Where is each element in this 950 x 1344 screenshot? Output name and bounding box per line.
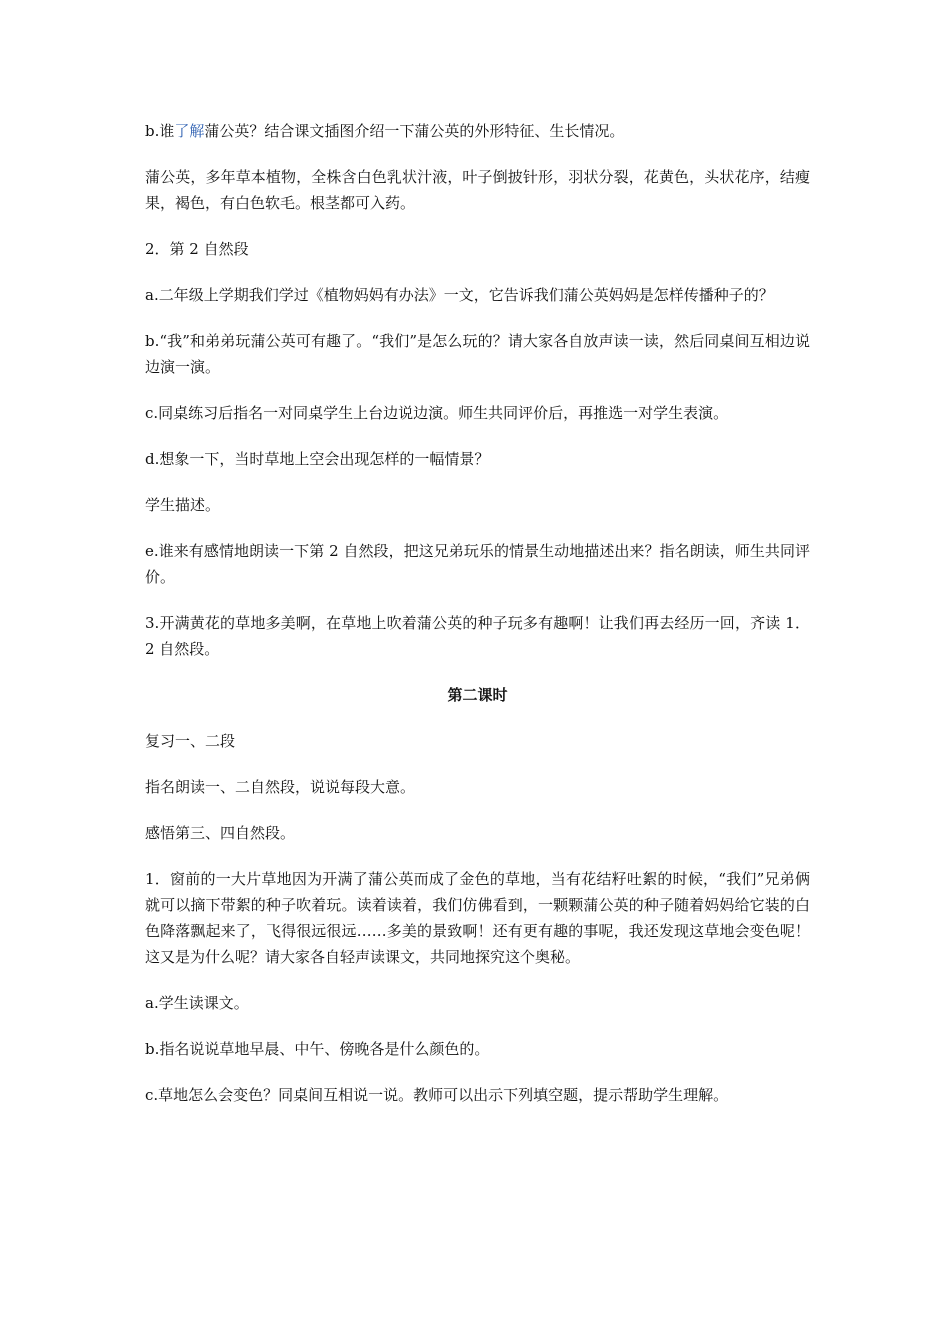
paragraph-review: 复习一、二段: [145, 732, 236, 750]
paragraph-section-3: 3.开满黄花的草地多美啊，在草地上吹着蒲公英的种子玩多有趣啊！让我们再去经历一回，齐读 1．2 自然段。: [145, 614, 810, 658]
paragraph-meadow-story: 1．窗前的一大片草地因为开满了蒲公英而成了金色的草地，当有花结籽吐絮的时候，“我们”兄弟俩就可以摘下带絮的种子吹着玩。读着读着，我们仿佛看到，一颗颗蒲公英的种子随着妈妈给它装的白色降落飘起来了，飞得很远很远……多美的景致啊！还有更有趣的事呢，我还发现这草地会变色呢！这又是为什么呢？请大家各自轻声读课文，共同地探究这个奥秘。: [145, 870, 810, 966]
paragraph-item-b2: b.指名说说草地早晨、中午、傍晚各是什么颜色的。: [145, 1040, 490, 1058]
document-page: [145, 118, 810, 1128]
paragraph-comprehend: 感悟第三、四自然段。: [145, 824, 296, 842]
paragraph-intro-suffix: 蒲公英？结合课文插图介绍一下蒲公英的外形特征、生长情况。: [204, 122, 625, 140]
paragraph-read-aloud: 指名朗读一、二自然段，说说每段大意。: [145, 778, 416, 796]
paragraph-item-a: a.二年级上学期我们学过《植物妈妈有办法》一文，它告诉我们蒲公英妈妈是怎样传播种子的？: [145, 286, 774, 304]
paragraph-item-e: e.谁来有感情地朗读一下第 2 自然段，把这兄弟玩乐的情景生动地描述出来？指名朗读，师生共同评价。: [145, 542, 810, 586]
paragraph-item-c2: c.草地怎么会变色？同桌间互相说一说。教师可以出示下列填空题，提示帮助学生理解。: [145, 1086, 729, 1104]
paragraph-dandelion-description: 蒲公英，多年草本植物，全株含白色乳状汁液，叶子倒披针形，羽状分裂，花黄色，头状花序，结瘦果，褐色，有白色软毛。根茎都可入药。: [145, 168, 810, 212]
paragraph-item-d: d.想象一下，当时草地上空会出现怎样的一幅情景？: [145, 450, 490, 468]
understand-link[interactable]: 了解: [174, 122, 205, 140]
paragraph-intro-prefix: b.谁: [145, 122, 175, 140]
paragraph-item-b: b.“我”和弟弟玩蒲公英可有趣了。“我们”是怎么玩的？请大家各自放声读一读，然后同桌间互相边说边演一演。: [145, 332, 810, 376]
paragraph-item-c: c.同桌练习后指名一对同桌学生上台边说边演。师生共同评价后，再推选一对学生表演。: [145, 404, 729, 422]
paragraph-student-description: 学生描述。: [145, 496, 221, 514]
paragraph-item-a2: a.学生读课文。: [145, 994, 249, 1012]
paragraph-intro-question: [145, 118, 810, 144]
section-heading-second-lesson: 第二课时: [447, 686, 508, 704]
paragraph-section-2-title: 2．第 2 自然段: [145, 240, 249, 258]
